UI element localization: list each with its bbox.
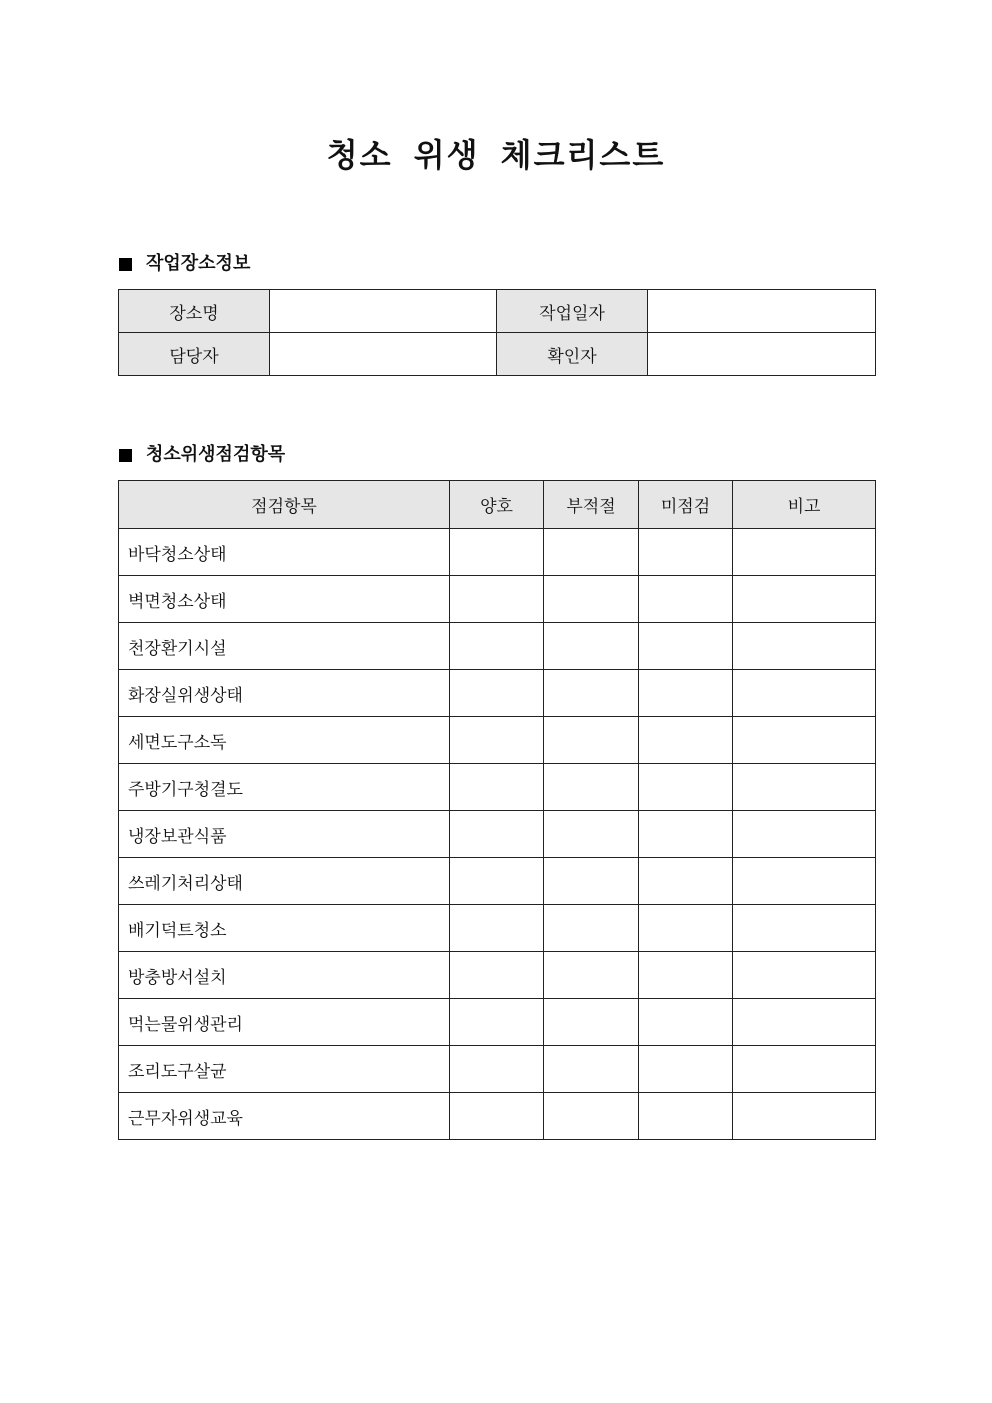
workplace-info-table	[118, 289, 876, 376]
inspection-item-name: 근무자위생교육	[119, 1093, 450, 1140]
table-header-row	[119, 481, 876, 529]
unchecked-cell[interactable]	[639, 717, 733, 764]
remarks-cell[interactable]	[733, 858, 876, 905]
remarks-cell[interactable]	[733, 1046, 876, 1093]
work-date-label: 작업일자	[497, 290, 648, 333]
page-title: 청소 위생 체크리스트	[326, 136, 666, 174]
good-cell[interactable]	[450, 811, 544, 858]
inadequate-cell[interactable]	[544, 1093, 639, 1140]
section-heading-workplace-info	[119, 252, 250, 276]
table-row	[119, 529, 876, 576]
good-cell[interactable]	[450, 529, 544, 576]
inspection-item-name: 쓰레기처리상태	[119, 858, 450, 905]
inadequate-cell[interactable]	[544, 858, 639, 905]
good-cell[interactable]	[450, 764, 544, 811]
work-date-field[interactable]	[648, 290, 876, 333]
table-row	[119, 905, 876, 952]
inadequate-cell[interactable]	[544, 717, 639, 764]
good-cell[interactable]	[450, 1046, 544, 1093]
good-cell[interactable]	[450, 952, 544, 999]
section-heading-inspection-items	[119, 443, 285, 467]
remarks-cell[interactable]	[733, 717, 876, 764]
table-row	[119, 764, 876, 811]
confirmer-field[interactable]	[648, 333, 876, 376]
inadequate-cell[interactable]	[544, 1046, 639, 1093]
table-row	[119, 811, 876, 858]
unchecked-cell[interactable]	[639, 811, 733, 858]
table-row	[119, 858, 876, 905]
table-row	[119, 952, 876, 999]
inspection-item-name: 천장환기시설	[119, 623, 450, 670]
column-header-item: 점검항목	[119, 481, 450, 529]
inadequate-cell[interactable]	[544, 529, 639, 576]
section-heading-label: 청소위생점검항목	[146, 444, 286, 465]
remarks-cell[interactable]	[733, 576, 876, 623]
square-bullet-icon	[119, 258, 132, 271]
unchecked-cell[interactable]	[639, 905, 733, 952]
good-cell[interactable]	[450, 670, 544, 717]
good-cell[interactable]	[450, 999, 544, 1046]
remarks-cell[interactable]	[733, 905, 876, 952]
good-cell[interactable]	[450, 858, 544, 905]
place-name-field[interactable]	[270, 290, 497, 333]
good-cell[interactable]	[450, 623, 544, 670]
table-row	[119, 623, 876, 670]
remarks-cell[interactable]	[733, 623, 876, 670]
table-row	[119, 1093, 876, 1140]
good-cell[interactable]	[450, 1093, 544, 1140]
manager-field[interactable]	[270, 333, 497, 376]
unchecked-cell[interactable]	[639, 1093, 733, 1140]
column-header-good: 양호	[450, 481, 544, 529]
unchecked-cell[interactable]	[639, 764, 733, 811]
unchecked-cell[interactable]	[639, 670, 733, 717]
table-row	[119, 333, 876, 376]
inadequate-cell[interactable]	[544, 905, 639, 952]
remarks-cell[interactable]	[733, 952, 876, 999]
good-cell[interactable]	[450, 576, 544, 623]
table-row	[119, 999, 876, 1046]
inspection-item-name: 방충방서설치	[119, 952, 450, 999]
section-heading-label: 작업장소정보	[146, 253, 251, 274]
table-row	[119, 576, 876, 623]
inspection-item-name: 벽면청소상태	[119, 576, 450, 623]
place-name-label: 장소명	[119, 290, 270, 333]
inspection-item-name: 화장실위생상태	[119, 670, 450, 717]
manager-label: 담당자	[119, 333, 270, 376]
table-row	[119, 717, 876, 764]
unchecked-cell[interactable]	[639, 529, 733, 576]
inadequate-cell[interactable]	[544, 576, 639, 623]
column-header-unchecked: 미점검	[639, 481, 733, 529]
unchecked-cell[interactable]	[639, 999, 733, 1046]
remarks-cell[interactable]	[733, 1093, 876, 1140]
unchecked-cell[interactable]	[639, 623, 733, 670]
remarks-cell[interactable]	[733, 764, 876, 811]
good-cell[interactable]	[450, 717, 544, 764]
square-bullet-icon	[119, 449, 132, 462]
column-header-inadequate: 부적절	[544, 481, 639, 529]
unchecked-cell[interactable]	[639, 576, 733, 623]
unchecked-cell[interactable]	[639, 858, 733, 905]
inadequate-cell[interactable]	[544, 952, 639, 999]
inspection-item-name: 배기덕트청소	[119, 905, 450, 952]
inspection-item-name: 냉장보관식품	[119, 811, 450, 858]
inspection-checklist-table	[118, 480, 876, 1140]
table-row	[119, 1046, 876, 1093]
remarks-cell[interactable]	[733, 999, 876, 1046]
table-row	[119, 290, 876, 333]
inspection-item-name: 먹는물위생관리	[119, 999, 450, 1046]
unchecked-cell[interactable]	[639, 1046, 733, 1093]
inadequate-cell[interactable]	[544, 999, 639, 1046]
remarks-cell[interactable]	[733, 670, 876, 717]
inadequate-cell[interactable]	[544, 811, 639, 858]
inspection-item-name: 주방기구청결도	[119, 764, 450, 811]
confirmer-label: 확인자	[497, 333, 648, 376]
inspection-item-name: 바닥청소상태	[119, 529, 450, 576]
remarks-cell[interactable]	[733, 811, 876, 858]
inspection-item-name: 조리도구살균	[119, 1046, 450, 1093]
inadequate-cell[interactable]	[544, 764, 639, 811]
remarks-cell[interactable]	[733, 529, 876, 576]
good-cell[interactable]	[450, 905, 544, 952]
table-row	[119, 670, 876, 717]
inspection-item-name: 세면도구소독	[119, 717, 450, 764]
column-header-remarks: 비고	[733, 481, 876, 529]
inadequate-cell[interactable]	[544, 623, 639, 670]
inadequate-cell[interactable]	[544, 670, 639, 717]
unchecked-cell[interactable]	[639, 952, 733, 999]
